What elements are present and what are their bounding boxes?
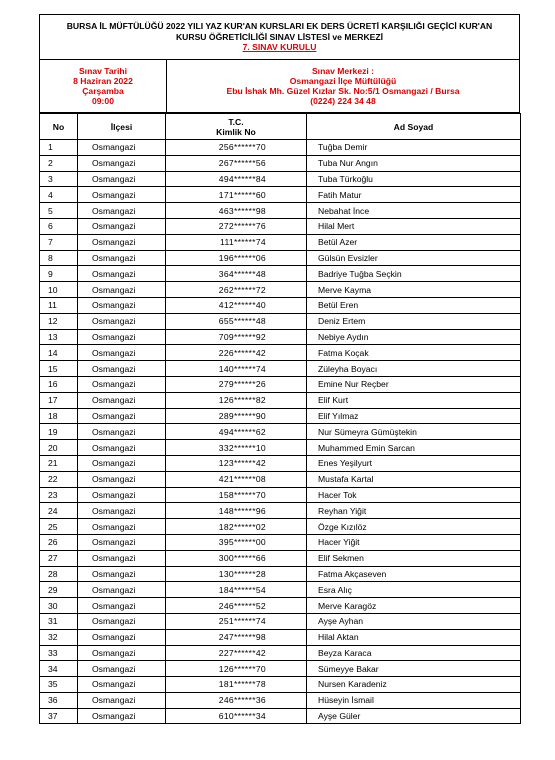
cell-no: 34 bbox=[40, 661, 78, 677]
table-row bbox=[40, 392, 521, 408]
cell-tc: 123******42 bbox=[166, 455, 307, 471]
cell-no: 14 bbox=[40, 345, 78, 361]
table-row bbox=[40, 613, 521, 629]
cell-district: Osmangazi bbox=[78, 282, 166, 298]
cell-tc: 421******08 bbox=[166, 471, 307, 487]
table-row bbox=[40, 345, 521, 361]
cell-name: Nursen Karadeniz bbox=[307, 677, 521, 693]
cell-no: 5 bbox=[40, 203, 78, 219]
table-row bbox=[40, 487, 521, 503]
cell-name: Hilal Mert bbox=[307, 218, 521, 234]
column-header-tc-line1: T.C. bbox=[228, 116, 244, 127]
cell-no: 20 bbox=[40, 440, 78, 456]
cell-no: 28 bbox=[40, 566, 78, 582]
cell-name: Züleyha Boyacı bbox=[307, 361, 521, 377]
cell-tc: 494******62 bbox=[166, 424, 307, 440]
cell-name: Betül Eren bbox=[307, 297, 521, 313]
cell-no: 26 bbox=[40, 534, 78, 550]
cell-tc: 332******10 bbox=[166, 440, 307, 456]
column-header-tc bbox=[166, 114, 307, 140]
header-committee: 7. SINAV KURULU bbox=[242, 42, 317, 53]
cell-district: Osmangazi bbox=[78, 692, 166, 708]
cell-name: Nur Sümeyra Gümüştekin bbox=[307, 424, 521, 440]
cell-district: Osmangazi bbox=[78, 582, 166, 598]
table-row bbox=[40, 598, 521, 614]
cell-name: Emine Nur Reçber bbox=[307, 376, 521, 392]
cell-tc: 251******74 bbox=[166, 613, 307, 629]
cell-no: 1 bbox=[40, 140, 78, 156]
cell-district: Osmangazi bbox=[78, 171, 166, 187]
cell-name: Ayşe Güler bbox=[307, 708, 521, 724]
cell-no: 7 bbox=[40, 234, 78, 250]
cell-district: Osmangazi bbox=[78, 313, 166, 329]
cell-tc: 267******56 bbox=[166, 155, 307, 171]
cell-name: Deniz Ertem bbox=[307, 313, 521, 329]
cell-no: 10 bbox=[40, 282, 78, 298]
cell-tc: 126******70 bbox=[166, 661, 307, 677]
cell-name: Sümeyye Bakar bbox=[307, 661, 521, 677]
cell-district: Osmangazi bbox=[78, 329, 166, 345]
table-row bbox=[40, 250, 521, 266]
cell-name: Elif Sekmen bbox=[307, 550, 521, 566]
cell-tc: 412******40 bbox=[166, 297, 307, 313]
cell-no: 25 bbox=[40, 519, 78, 535]
cell-district: Osmangazi bbox=[78, 376, 166, 392]
table-row bbox=[40, 376, 521, 392]
cell-no: 16 bbox=[40, 376, 78, 392]
table-row bbox=[40, 534, 521, 550]
cell-tc: 171******60 bbox=[166, 187, 307, 203]
cell-tc: 182******02 bbox=[166, 519, 307, 535]
candidate-table bbox=[39, 113, 521, 724]
exam-weekday: Çarşamba bbox=[82, 86, 124, 96]
cell-tc: 181******78 bbox=[166, 677, 307, 693]
table-row bbox=[40, 424, 521, 440]
cell-no: 11 bbox=[40, 297, 78, 313]
cell-name: Reyhan Yiğit bbox=[307, 503, 521, 519]
column-header-name: Ad Soyad bbox=[307, 114, 521, 140]
table-row bbox=[40, 187, 521, 203]
cell-name: Betül Azer bbox=[307, 234, 521, 250]
cell-district: Osmangazi bbox=[78, 187, 166, 203]
cell-name: Özge Kızılöz bbox=[307, 519, 521, 535]
table-row bbox=[40, 171, 521, 187]
table-row bbox=[40, 329, 521, 345]
cell-district: Osmangazi bbox=[78, 361, 166, 377]
table-row bbox=[40, 582, 521, 598]
cell-no: 33 bbox=[40, 645, 78, 661]
cell-tc: 300******66 bbox=[166, 550, 307, 566]
cell-name: Hilal Aktan bbox=[307, 629, 521, 645]
cell-district: Osmangazi bbox=[78, 534, 166, 550]
table-row bbox=[40, 455, 521, 471]
cell-no: 6 bbox=[40, 218, 78, 234]
cell-no: 24 bbox=[40, 503, 78, 519]
cell-no: 37 bbox=[40, 708, 78, 724]
cell-name: Nebahat İnce bbox=[307, 203, 521, 219]
cell-no: 15 bbox=[40, 361, 78, 377]
cell-district: Osmangazi bbox=[78, 503, 166, 519]
cell-district: Osmangazi bbox=[78, 598, 166, 614]
table-row bbox=[40, 550, 521, 566]
cell-tc: 395******00 bbox=[166, 534, 307, 550]
cell-name: Merve Kayma bbox=[307, 282, 521, 298]
table-row bbox=[40, 661, 521, 677]
cell-no: 31 bbox=[40, 613, 78, 629]
cell-name: Fatih Matur bbox=[307, 187, 521, 203]
cell-name: Hacer Yiğit bbox=[307, 534, 521, 550]
cell-tc: 227******42 bbox=[166, 645, 307, 661]
cell-tc: 158******70 bbox=[166, 487, 307, 503]
cell-tc: 279******26 bbox=[166, 376, 307, 392]
cell-tc: 111******74 bbox=[166, 234, 307, 250]
cell-district: Osmangazi bbox=[78, 629, 166, 645]
cell-no: 22 bbox=[40, 471, 78, 487]
cell-name: Gülsün Evsizler bbox=[307, 250, 521, 266]
cell-tc: 289******90 bbox=[166, 408, 307, 424]
cell-no: 30 bbox=[40, 598, 78, 614]
table-row bbox=[40, 503, 521, 519]
table-row bbox=[40, 297, 521, 313]
cell-no: 3 bbox=[40, 171, 78, 187]
cell-district: Osmangazi bbox=[78, 487, 166, 503]
cell-name: Mustafa Kartal bbox=[307, 471, 521, 487]
table-row bbox=[40, 519, 521, 535]
table-row bbox=[40, 440, 521, 456]
cell-no: 18 bbox=[40, 408, 78, 424]
cell-tc: 655******48 bbox=[166, 313, 307, 329]
cell-name: Tuba Nur Angın bbox=[307, 155, 521, 171]
table-row bbox=[40, 361, 521, 377]
column-header-no: No bbox=[40, 114, 78, 140]
table-row bbox=[40, 234, 521, 250]
cell-name: Merve Karagöz bbox=[307, 598, 521, 614]
exam-time: 09:00 bbox=[92, 96, 114, 107]
exam-center-name: Osmangazi İlçe Müftülüğü bbox=[289, 75, 397, 86]
exam-info bbox=[39, 60, 520, 113]
table-row bbox=[40, 677, 521, 693]
table-row bbox=[40, 266, 521, 282]
cell-tc: 196******06 bbox=[166, 250, 307, 266]
exam-date: 8 Haziran 2022 bbox=[73, 75, 133, 86]
cell-district: Osmangazi bbox=[78, 345, 166, 361]
cell-district: Osmangazi bbox=[78, 645, 166, 661]
cell-district: Osmangazi bbox=[78, 566, 166, 582]
table-row bbox=[40, 155, 521, 171]
exam-date-block bbox=[40, 60, 167, 112]
cell-no: 21 bbox=[40, 455, 78, 471]
cell-tc: 126******82 bbox=[166, 392, 307, 408]
table-row bbox=[40, 645, 521, 661]
cell-tc: 709******92 bbox=[166, 329, 307, 345]
cell-no: 27 bbox=[40, 550, 78, 566]
cell-tc: 610******34 bbox=[166, 708, 307, 724]
column-header-tc-line2: Kimlik No bbox=[216, 126, 256, 137]
cell-no: 8 bbox=[40, 250, 78, 266]
column-header-district: İlçesi bbox=[78, 114, 166, 140]
cell-name: Beyza Karaca bbox=[307, 645, 521, 661]
cell-tc: 226******42 bbox=[166, 345, 307, 361]
cell-tc: 130******28 bbox=[166, 566, 307, 582]
cell-no: 36 bbox=[40, 692, 78, 708]
cell-district: Osmangazi bbox=[78, 661, 166, 677]
cell-no: 2 bbox=[40, 155, 78, 171]
header-title-line1: BURSA İL MÜFTÜLÜĞÜ 2022 YILI YAZ KUR'AN KURSLARI EK DERS ÜCRETİ KARŞILIĞI GEÇİCİ KUR'AN bbox=[66, 21, 493, 32]
cell-name: Hüseyin İsmail bbox=[307, 692, 521, 708]
cell-name: Badriye Tuğba Seçkin bbox=[307, 266, 521, 282]
cell-no: 17 bbox=[40, 392, 78, 408]
cell-no: 32 bbox=[40, 629, 78, 645]
table-row bbox=[40, 218, 521, 234]
cell-no: 4 bbox=[40, 187, 78, 203]
table-row bbox=[40, 471, 521, 487]
document-sheet bbox=[39, 14, 520, 724]
header-title-line2: KURSU ÖĞRETİCİLİĞİ SINAV LİSTESİ ve MERKEZİ bbox=[175, 31, 384, 42]
cell-name: Elif Kurt bbox=[307, 392, 521, 408]
cell-no: 12 bbox=[40, 313, 78, 329]
cell-tc: 246******52 bbox=[166, 598, 307, 614]
cell-district: Osmangazi bbox=[78, 203, 166, 219]
table-row bbox=[40, 692, 521, 708]
exam-center-label: Sınav Merkezi : bbox=[311, 65, 375, 76]
exam-center-address: Ebu İshak Mh. Güzel Kızlar Sk. No:5/1 Osmangazi / Bursa bbox=[226, 86, 460, 96]
cell-no: 29 bbox=[40, 582, 78, 598]
cell-tc: 494******84 bbox=[166, 171, 307, 187]
cell-tc: 148******96 bbox=[166, 503, 307, 519]
table-row bbox=[40, 282, 521, 298]
cell-district: Osmangazi bbox=[78, 234, 166, 250]
exam-date-label: Sınav Tarihi bbox=[78, 65, 128, 76]
table-row bbox=[40, 140, 521, 156]
cell-name: Elif Yılmaz bbox=[307, 408, 521, 424]
cell-district: Osmangazi bbox=[78, 266, 166, 282]
cell-district: Osmangazi bbox=[78, 424, 166, 440]
document-header bbox=[39, 14, 520, 60]
cell-district: Osmangazi bbox=[78, 519, 166, 535]
cell-tc: 246******36 bbox=[166, 692, 307, 708]
cell-name: Tuğba Demir bbox=[307, 140, 521, 156]
table-row bbox=[40, 313, 521, 329]
cell-name: Ayşe Ayhan bbox=[307, 613, 521, 629]
cell-name: Nebiye Aydın bbox=[307, 329, 521, 345]
cell-tc: 256******70 bbox=[166, 140, 307, 156]
cell-name: Tuba Türkoğlu bbox=[307, 171, 521, 187]
cell-district: Osmangazi bbox=[78, 140, 166, 156]
cell-district: Osmangazi bbox=[78, 455, 166, 471]
exam-center-block bbox=[167, 60, 519, 112]
cell-no: 19 bbox=[40, 424, 78, 440]
cell-no: 13 bbox=[40, 329, 78, 345]
table-row bbox=[40, 408, 521, 424]
cell-district: Osmangazi bbox=[78, 677, 166, 693]
cell-district: Osmangazi bbox=[78, 218, 166, 234]
cell-district: Osmangazi bbox=[78, 392, 166, 408]
cell-name: Esra Alıç bbox=[307, 582, 521, 598]
cell-name: Fatma Akçaseven bbox=[307, 566, 521, 582]
table-row bbox=[40, 566, 521, 582]
cell-district: Osmangazi bbox=[78, 440, 166, 456]
cell-tc: 364******48 bbox=[166, 266, 307, 282]
cell-district: Osmangazi bbox=[78, 250, 166, 266]
cell-district: Osmangazi bbox=[78, 297, 166, 313]
cell-no: 23 bbox=[40, 487, 78, 503]
table-row bbox=[40, 203, 521, 219]
cell-district: Osmangazi bbox=[78, 408, 166, 424]
cell-name: Fatma Koçak bbox=[307, 345, 521, 361]
cell-district: Osmangazi bbox=[78, 613, 166, 629]
cell-name: Muhammed Emin Sarcan bbox=[307, 440, 521, 456]
cell-tc: 262******72 bbox=[166, 282, 307, 298]
cell-district: Osmangazi bbox=[78, 471, 166, 487]
cell-tc: 140******74 bbox=[166, 361, 307, 377]
exam-center-phone: (0224) 224 34 48 bbox=[310, 96, 376, 107]
cell-no: 9 bbox=[40, 266, 78, 282]
cell-district: Osmangazi bbox=[78, 708, 166, 724]
table-row bbox=[40, 629, 521, 645]
cell-name: Enes Yeşilyurt bbox=[307, 455, 521, 471]
cell-tc: 272******76 bbox=[166, 218, 307, 234]
table-header-row bbox=[40, 114, 521, 140]
cell-name: Hacer Tok bbox=[307, 487, 521, 503]
cell-tc: 247******98 bbox=[166, 629, 307, 645]
cell-tc: 184******54 bbox=[166, 582, 307, 598]
cell-tc: 463******98 bbox=[166, 203, 307, 219]
table-row bbox=[40, 708, 521, 724]
cell-district: Osmangazi bbox=[78, 155, 166, 171]
cell-district: Osmangazi bbox=[78, 550, 166, 566]
cell-no: 35 bbox=[40, 677, 78, 693]
